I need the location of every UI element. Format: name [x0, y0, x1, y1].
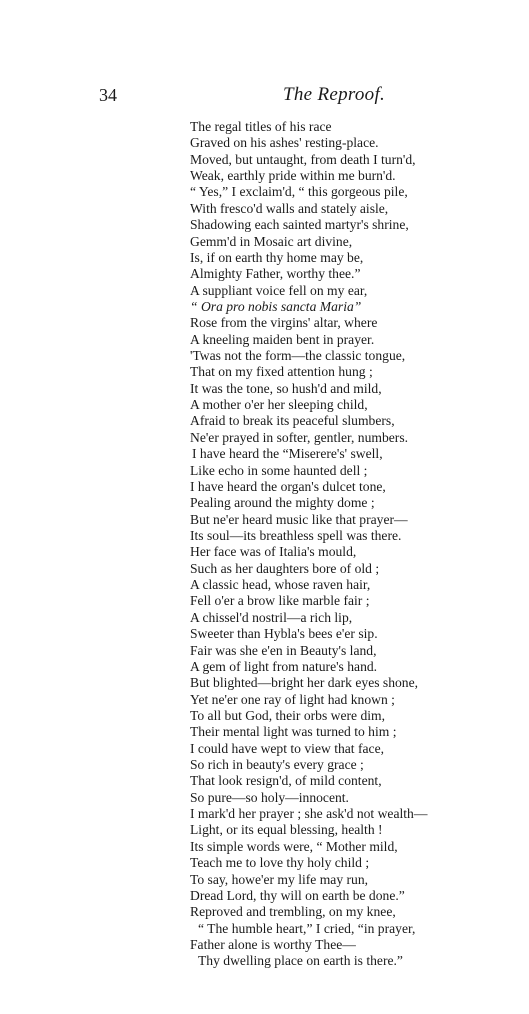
- poem-line: With fresco'd walls and stately aisle,: [190, 200, 389, 216]
- poem-line: Like echo in some haunted dell ;: [190, 462, 368, 478]
- poem-line: Gemm'd in Mosaic art divine,: [190, 233, 353, 249]
- poem-line: Weak, earthly pride within me burn'd.: [190, 168, 396, 184]
- poem-line: “ Yes,” I exclaim'd, “ this gorgeous pile,: [190, 184, 408, 200]
- poem-line: That look resign'd, of mild content,: [190, 773, 382, 789]
- poem-line: Its soul—its breathless spell was there.: [190, 527, 402, 543]
- poem-line: But ne'er heard music like that prayer—: [190, 511, 408, 527]
- poem-line: Sweeter than Hybla's bees e'er sip.: [190, 626, 378, 642]
- poem-line: To say, howe'er my life may run,: [190, 871, 369, 887]
- poem-line: 'Twas not the form—the classic tongue,: [190, 348, 406, 364]
- poem-line: So rich in beauty's every grace ;: [190, 757, 364, 773]
- poem-line: I could have wept to view that face,: [190, 740, 385, 756]
- poem-line: Their mental light was turned to him ;: [190, 724, 397, 740]
- poem-line: The regal titles of his race: [190, 119, 332, 134]
- poem-line: A chissel'd nostril—a rich lip,: [190, 609, 353, 625]
- poem-line: Graved on his ashes' resting-place.: [190, 135, 379, 151]
- poem-line: But blighted—bright her dark eyes shone,: [190, 675, 419, 691]
- poem-line: Almighty Father, worthy thee.”: [190, 266, 361, 282]
- poem-line: A gem of light from nature's hand.: [190, 658, 378, 674]
- poem-line: So pure—so holy—innocent.: [190, 789, 349, 805]
- poem-line: “ The humble heart,” I cried, “in prayer,: [198, 920, 416, 936]
- poem-line: A kneeling maiden bent in prayer.: [190, 331, 375, 347]
- poem-line: It was the tone, so hush'd and mild,: [190, 380, 382, 396]
- running-title: The Reproof.: [283, 84, 386, 105]
- poem-line: A classic head, whose raven hair,: [190, 577, 371, 593]
- page-header: [0, 82, 529, 108]
- poem-line: Such as her daughters bore of old ;: [190, 560, 380, 576]
- poem-line: Afraid to break its peaceful slumbers,: [190, 413, 395, 429]
- poem-line: Ne'er prayed in softer, gentler, numbers.: [190, 429, 409, 445]
- poem-line: Shadowing each sainted martyr's shrine,: [190, 217, 409, 233]
- poem-line: Is, if on earth thy home may be,: [190, 249, 364, 265]
- poem-line: Fell o'er a brow like marble fair ;: [190, 593, 370, 609]
- poem-line: Fair was she e'en in Beauty's land,: [190, 642, 377, 658]
- poem-line: Rose from the virgins' altar, where: [190, 315, 378, 331]
- poem-line: Moved, but untaught, from death I turn'd,: [190, 151, 416, 167]
- poem-line: Light, or its equal blessing, health !: [190, 822, 383, 838]
- poem-line: Thy dwelling place on earth is there.”: [198, 953, 403, 969]
- poem-text: [190, 119, 510, 970]
- poem-line: Its simple words were, “ Mother mild,: [190, 838, 398, 854]
- poem-line: I have heard the organ's dulcet tone,: [190, 478, 386, 494]
- poem-line: To all but God, their orbs were dim,: [190, 707, 385, 723]
- poem-line: Dread Lord, thy will on earth be done.”: [190, 887, 405, 903]
- page-number: 34: [99, 85, 117, 105]
- poem-line-latin: “ Ora pro nobis sancta Maria”: [190, 298, 362, 314]
- poem-line: A suppliant voice fell on my ear,: [190, 282, 368, 298]
- poem-line: That on my fixed attention hung ;: [190, 364, 373, 380]
- poem-line: Her face was of Italia's mould,: [190, 544, 357, 560]
- poem-line: Yet ne'er one ray of light had known ;: [190, 691, 395, 707]
- poem-line: Father alone is worthy Thee—: [190, 936, 356, 952]
- poem-line: Reproved and trembling, on my knee,: [190, 904, 396, 920]
- poem-line: A mother o'er her sleeping child,: [190, 397, 368, 413]
- poem-line: I mark'd her prayer ; she ask'd not wealth—: [190, 806, 428, 822]
- poem-line: Pealing around the mighty dome ;: [190, 495, 375, 511]
- poem-line: I have heard the “Miserere's' swell,: [192, 446, 383, 462]
- poem-line: Teach me to love thy holy child ;: [190, 855, 370, 871]
